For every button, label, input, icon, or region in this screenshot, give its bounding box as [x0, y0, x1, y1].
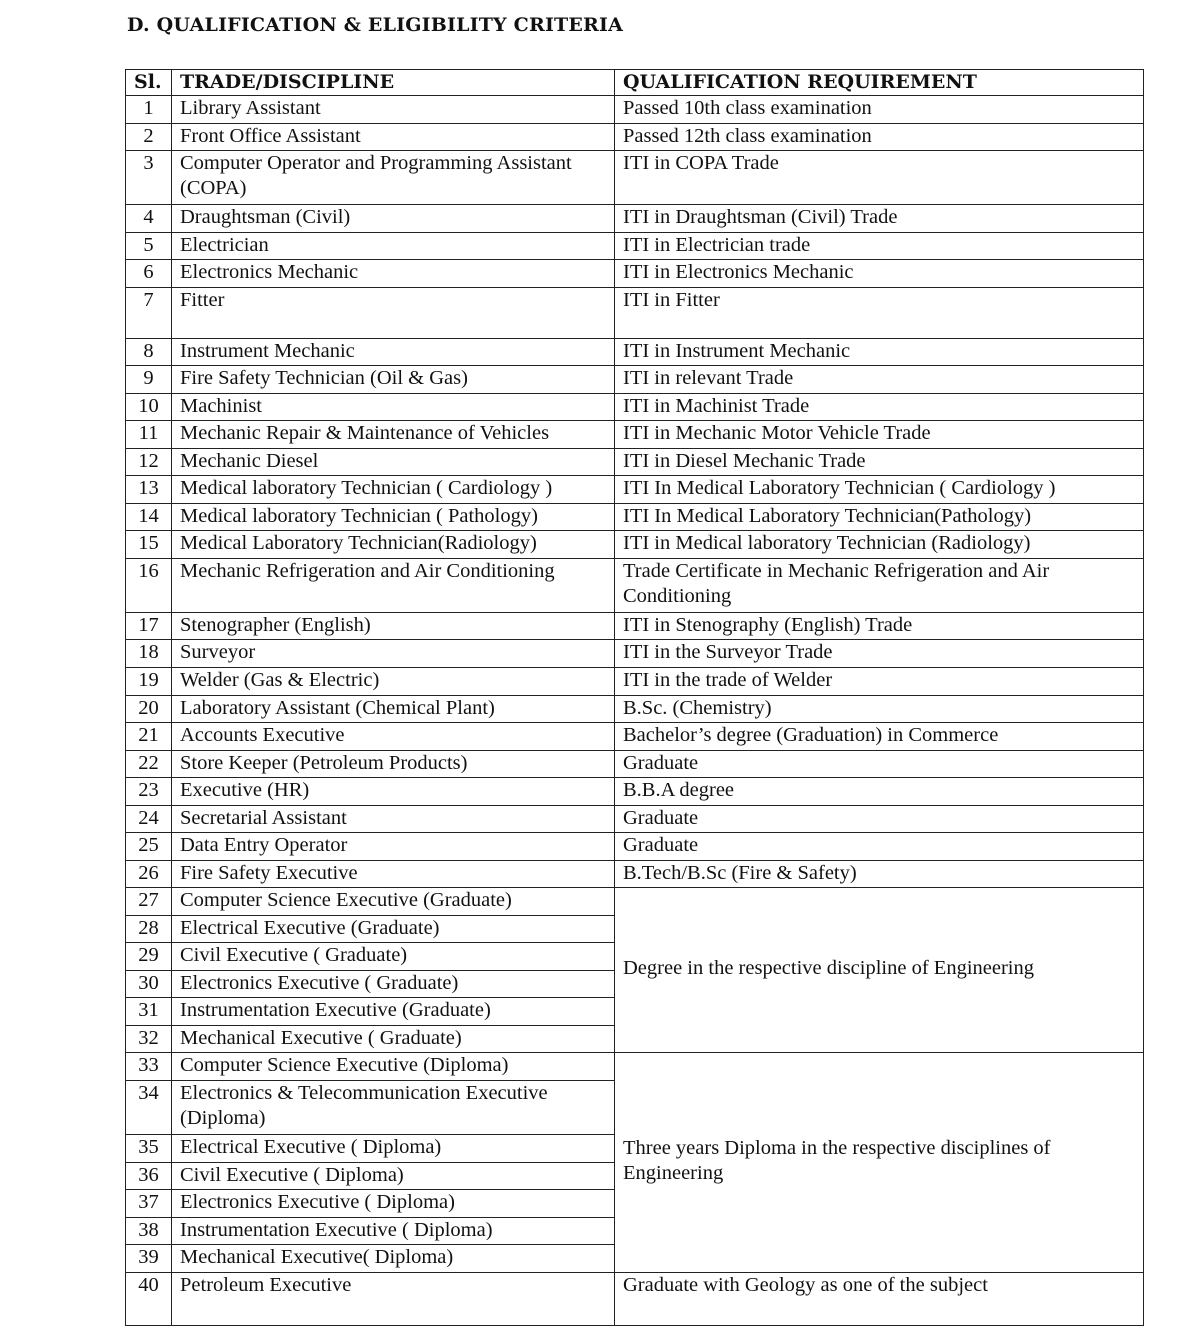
table-row	[126, 695, 1144, 723]
table-row	[126, 1053, 1144, 1081]
row-sl: 32	[126, 1025, 172, 1053]
row-sl: 29	[126, 943, 172, 971]
qualification-table	[125, 69, 1144, 1326]
row-sl: 31	[126, 998, 172, 1026]
table-row	[126, 421, 1144, 449]
row-trade: Store Keeper (Petroleum Products)	[172, 750, 615, 778]
table-row	[126, 232, 1144, 260]
row-sl: 6	[126, 260, 172, 288]
row-qualification: ITI in Medical laboratory Technician (Radiology)	[615, 531, 1144, 559]
row-sl: 40	[126, 1273, 172, 1326]
table-row	[126, 833, 1144, 861]
row-trade: Instrumentation Executive ( Diploma)	[172, 1217, 615, 1245]
row-trade: Mechanical Executive( Diploma)	[172, 1245, 615, 1273]
row-trade: Computer Science Executive (Graduate)	[172, 888, 615, 916]
row-trade: Surveyor	[172, 640, 615, 668]
row-qualification: Bachelor’s degree (Graduation) in Commerce	[615, 723, 1144, 751]
merged-qualification-diploma	[615, 1053, 1144, 1273]
row-trade: Mechanic Refrigeration and Air Conditioning	[172, 558, 615, 612]
row-trade: Front Office Assistant	[172, 123, 615, 151]
table-row	[126, 723, 1144, 751]
row-trade: Instrument Mechanic	[172, 338, 615, 366]
row-trade: Executive (HR)	[172, 778, 615, 806]
row-qualification: ITI in Diesel Mechanic Trade	[615, 448, 1144, 476]
row-sl: 35	[126, 1134, 172, 1162]
row-trade: Laboratory Assistant (Chemical Plant)	[172, 695, 615, 723]
row-trade: Welder (Gas & Electric)	[172, 668, 615, 696]
row-sl: 10	[126, 393, 172, 421]
row-sl: 22	[126, 750, 172, 778]
row-trade: Electrical Executive (Graduate)	[172, 915, 615, 943]
row-sl: 36	[126, 1162, 172, 1190]
row-sl: 33	[126, 1053, 172, 1081]
row-qualification: B.Sc. (Chemistry)	[615, 695, 1144, 723]
row-qualification: Passed 10th class examination	[615, 96, 1144, 124]
row-qualification: ITI In Medical Laboratory Technician ( Cardiology )	[615, 476, 1144, 504]
row-sl: 13	[126, 476, 172, 504]
row-sl: 8	[126, 338, 172, 366]
row-sl: 15	[126, 531, 172, 559]
row-sl: 17	[126, 612, 172, 640]
row-trade: Library Assistant	[172, 96, 615, 124]
row-trade: Accounts Executive	[172, 723, 615, 751]
row-trade: Mechanic Repair & Maintenance of Vehicles	[172, 421, 615, 449]
table-row	[126, 393, 1144, 421]
table-row	[126, 260, 1144, 288]
section-title: D. QUALIFICATION & ELIGIBILITY CRITERIA	[127, 14, 624, 36]
row-sl: 39	[126, 1245, 172, 1273]
table-row	[126, 448, 1144, 476]
row-trade: Electrical Executive ( Diploma)	[172, 1134, 615, 1162]
row-sl: 26	[126, 860, 172, 888]
row-qualification: Graduate	[615, 833, 1144, 861]
table-row	[126, 1273, 1144, 1326]
row-qualification: Graduate	[615, 805, 1144, 833]
row-qualification: Passed 12th class examination	[615, 123, 1144, 151]
row-trade: Fire Safety Technician (Oil & Gas)	[172, 366, 615, 394]
merged-qualification-diploma-text: Three years Diploma in the respective disciplines of Engineering	[623, 1136, 1051, 1184]
row-sl: 27	[126, 888, 172, 916]
row-trade: Medical laboratory Technician ( Cardiology )	[172, 476, 615, 504]
row-qualification: Graduate	[615, 750, 1144, 778]
table-row	[126, 338, 1144, 366]
row-sl: 21	[126, 723, 172, 751]
row-sl: 20	[126, 695, 172, 723]
row-qualification: Trade Certificate in Mechanic Refrigeration and Air Conditioning	[615, 558, 1144, 612]
table-row	[126, 205, 1144, 233]
table-row	[126, 503, 1144, 531]
row-trade: Civil Executive ( Graduate)	[172, 943, 615, 971]
table-row	[126, 123, 1144, 151]
header-sl: Sl.	[126, 70, 172, 96]
table-row	[126, 888, 1144, 916]
table-row	[126, 805, 1144, 833]
row-trade: Electronics Mechanic	[172, 260, 615, 288]
row-qualification: ITI in Electrician trade	[615, 232, 1144, 260]
table-row	[126, 612, 1144, 640]
row-sl: 37	[126, 1190, 172, 1218]
header-qualification: QUALIFICATION REQUIREMENT	[615, 70, 1144, 96]
table-row	[126, 96, 1144, 124]
row-sl: 34	[126, 1080, 172, 1134]
row-qualification: ITI in Electronics Mechanic	[615, 260, 1144, 288]
row-trade: Electronics & Telecommunication Executive (Diploma)	[172, 1080, 615, 1134]
table-row	[126, 531, 1144, 559]
row-trade: Computer Operator and Programming Assistant (COPA)	[172, 151, 615, 205]
row-sl: 9	[126, 366, 172, 394]
row-sl: 1	[126, 96, 172, 124]
table-row	[126, 476, 1144, 504]
row-trade: Mechanical Executive ( Graduate)	[172, 1025, 615, 1053]
row-trade: Medical Laboratory Technician(Radiology)	[172, 531, 615, 559]
row-qualification: ITI in COPA Trade	[615, 151, 1144, 205]
row-sl: 18	[126, 640, 172, 668]
row-trade: Electronics Executive ( Graduate)	[172, 970, 615, 998]
row-sl: 23	[126, 778, 172, 806]
row-qualification: ITI in Fitter	[615, 287, 1144, 338]
row-qualification: ITI in Instrument Mechanic	[615, 338, 1144, 366]
row-sl: 19	[126, 668, 172, 696]
row-sl: 11	[126, 421, 172, 449]
row-trade: Medical laboratory Technician ( Pathology)	[172, 503, 615, 531]
row-qualification: ITI in Draughtsman (Civil) Trade	[615, 205, 1144, 233]
row-sl: 38	[126, 1217, 172, 1245]
row-trade: Data Entry Operator	[172, 833, 615, 861]
table-header-row	[126, 70, 1144, 96]
row-sl: 30	[126, 970, 172, 998]
table-row	[126, 860, 1144, 888]
table-row	[126, 668, 1144, 696]
row-trade: Stenographer (English)	[172, 612, 615, 640]
row-sl: 2	[126, 123, 172, 151]
table-row	[126, 640, 1144, 668]
row-trade: Computer Science Executive (Diploma)	[172, 1053, 615, 1081]
row-trade: Electronics Executive ( Diploma)	[172, 1190, 615, 1218]
row-trade: Mechanic Diesel	[172, 448, 615, 476]
row-trade: Secretarial Assistant	[172, 805, 615, 833]
row-sl: 4	[126, 205, 172, 233]
row-qualification: ITI in Stenography (English) Trade	[615, 612, 1144, 640]
merged-qualification-graduate	[615, 888, 1144, 1053]
row-sl: 14	[126, 503, 172, 531]
row-qualification: B.Tech/B.Sc (Fire & Safety)	[615, 860, 1144, 888]
row-qualification: ITI in Mechanic Motor Vehicle Trade	[615, 421, 1144, 449]
header-trade: TRADE/DISCIPLINE	[172, 70, 615, 96]
table-row	[126, 750, 1144, 778]
table-row	[126, 366, 1144, 394]
row-sl: 24	[126, 805, 172, 833]
row-qualification: ITI in Machinist Trade	[615, 393, 1144, 421]
table-row	[126, 778, 1144, 806]
merged-qualification-graduate-text: Degree in the respective discipline of Engineering	[623, 956, 1034, 979]
row-sl: 3	[126, 151, 172, 205]
row-sl: 28	[126, 915, 172, 943]
row-sl: 16	[126, 558, 172, 612]
row-sl: 25	[126, 833, 172, 861]
row-trade: Instrumentation Executive (Graduate)	[172, 998, 615, 1026]
row-trade: Civil Executive ( Diploma)	[172, 1162, 615, 1190]
table-row	[126, 287, 1144, 338]
row-qualification: B.B.A degree	[615, 778, 1144, 806]
row-sl: 7	[126, 287, 172, 338]
row-qualification: Graduate with Geology as one of the subject	[615, 1273, 1144, 1326]
row-trade: Petroleum Executive	[172, 1273, 615, 1326]
row-trade: Machinist	[172, 393, 615, 421]
row-sl: 12	[126, 448, 172, 476]
row-qualification: ITI In Medical Laboratory Technician(Pathology)	[615, 503, 1144, 531]
row-qualification: ITI in relevant Trade	[615, 366, 1144, 394]
table-row	[126, 558, 1144, 612]
row-trade: Fitter	[172, 287, 615, 338]
row-qualification: ITI in the trade of Welder	[615, 668, 1144, 696]
row-trade: Electrician	[172, 232, 615, 260]
table-row	[126, 151, 1144, 205]
row-qualification: ITI in the Surveyor Trade	[615, 640, 1144, 668]
row-sl: 5	[126, 232, 172, 260]
row-trade: Draughtsman (Civil)	[172, 205, 615, 233]
row-trade: Fire Safety Executive	[172, 860, 615, 888]
